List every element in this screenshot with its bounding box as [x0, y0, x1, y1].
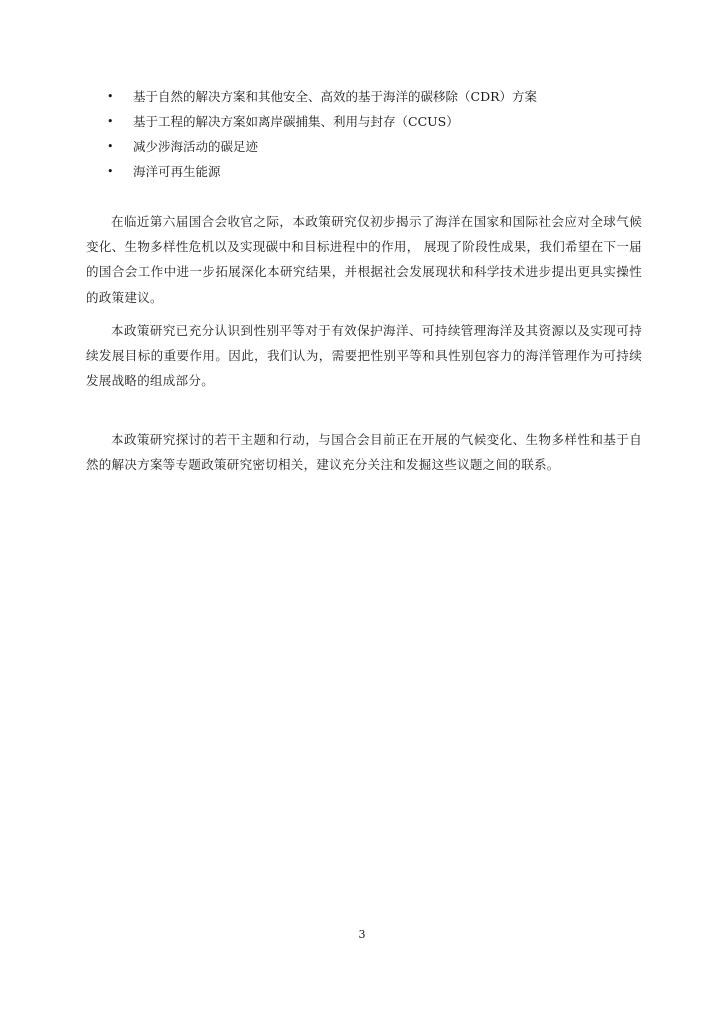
- bullet-text: 减少涉海活动的碳足迹: [133, 139, 259, 154]
- bullet-text: 基于工程的解决方案如离岸碳捕集、利用与封存（CCUS）: [133, 114, 459, 129]
- bullet-icon: •: [107, 140, 114, 153]
- bullet-icon: •: [107, 115, 114, 128]
- list-item: [105, 109, 645, 134]
- bullet-list: [105, 84, 645, 184]
- list-item: [105, 84, 645, 109]
- body-paragraph: 在临近第六届国合会收官之际，本政策研究仅初步揭示了海洋在国家和国际社会应对全球气候变化、生物多样性危机以及实现碳中和目标进程中的作用， 展现了阶段性成果，我们希望在下一届的国合会工作中进一步拓展深化本研究结果，并根据社会发展现状和科学技术进步提出更具实操性的政策建议。: [86, 214, 642, 305]
- body-paragraph: 本政策研究已充分认识到性别平等对于有效保护海洋、可持续管理海洋及其资源以及实现可持续发展目标的重要作用。因此，我们认为，需要把性别平等和具性别包容力的海洋管理作为可持续发展战略的组成部分。: [86, 323, 642, 389]
- bullet-icon: •: [107, 165, 114, 178]
- list-item: [105, 134, 645, 159]
- bullet-text: 海洋可再生能源: [133, 164, 221, 179]
- page-number: 3: [358, 928, 366, 941]
- body-paragraph: 本政策研究探讨的若干主题和行动，与国合会目前正在开展的气候变化、生物多样性和基于自然的解决方案等专题政策研究密切相关，建议充分关注和发掘这些议题之间的联系。: [86, 432, 642, 473]
- bullet-icon: •: [107, 90, 114, 103]
- list-item: [105, 159, 645, 184]
- bullet-text: 基于自然的解决方案和其他安全、高效的基于海洋的碳移除（CDR）方案: [133, 89, 537, 104]
